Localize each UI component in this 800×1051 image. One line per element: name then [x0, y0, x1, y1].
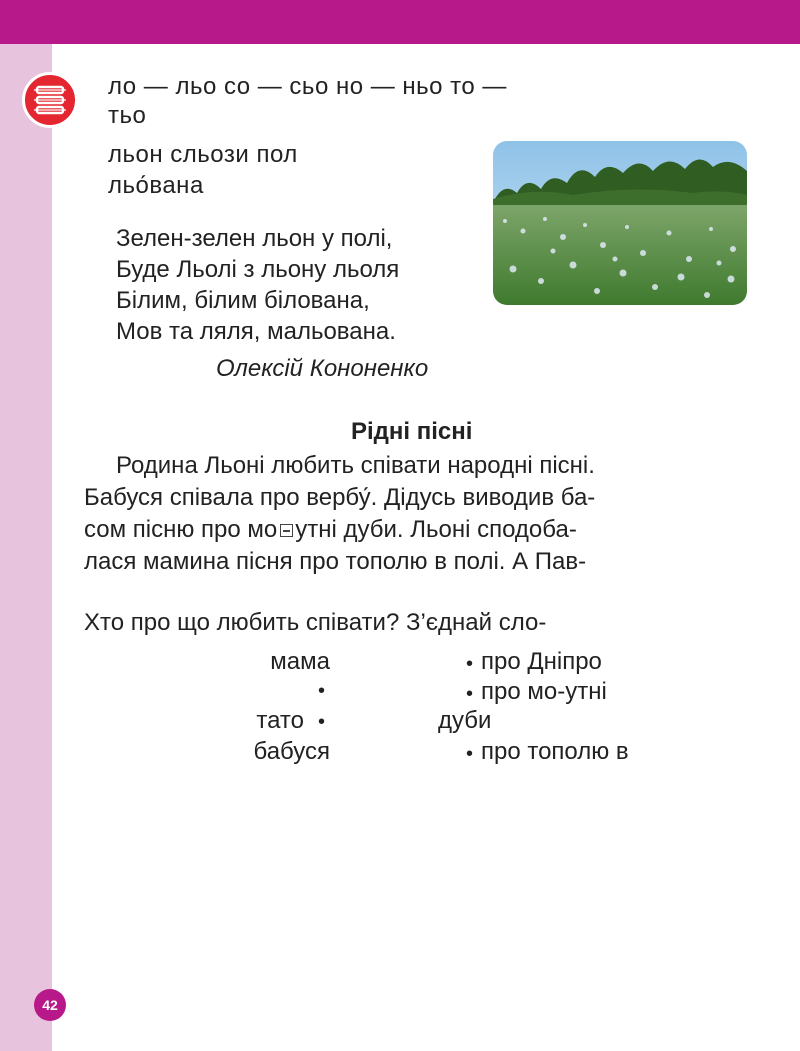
match-left-1: мама [270, 648, 330, 675]
match-right-2: про мо-утні [481, 678, 607, 705]
story-line-4: лася мамина пісня про тополю в полі. А Пав- [84, 548, 587, 575]
match-dot-left-2[interactable]: • [318, 711, 326, 733]
match-left-3: бабуся [253, 738, 330, 765]
story-line-3: сом пісню про мо утні дуби. Льоні сподоба- [84, 516, 577, 543]
words-line-2: льо́вана [108, 172, 204, 199]
task-question: Хто про що любить співати? З’єднай сло- [84, 609, 547, 636]
match-dot-right-1[interactable]: • [466, 653, 474, 675]
flax-field-photo [493, 141, 747, 305]
left-margin-strip [0, 44, 52, 1051]
match-dot-right-3[interactable]: • [466, 743, 474, 765]
match-dot-right-2[interactable]: • [466, 683, 474, 705]
story-title: Рідні пісні [351, 418, 473, 445]
syllables-line-2: тьо [108, 102, 147, 129]
match-right-1: про Дніпро [481, 648, 602, 675]
poem-line-2: Буде Льолі з льону льоля [116, 256, 400, 283]
match-right-3: про тополю в [481, 738, 629, 765]
match-left-2: тато [256, 707, 304, 734]
story-line-2: Бабуся співала про вербу́. Дідусь виводив ба- [84, 484, 596, 511]
poem-author: Олексій Кононенко [216, 355, 429, 382]
match-right-2-cont: дуби [438, 707, 492, 734]
syllables-line-1: ло — льо со — сьо но — ньо то — [108, 73, 507, 100]
poem-line-3: Білим, білим білована, [116, 287, 370, 314]
page-number: 42 [34, 989, 66, 1021]
books-icon [22, 72, 78, 128]
words-line-1: льон сльози пол [108, 141, 298, 168]
poem-line-4: Мов та ляля, мальована. [116, 318, 396, 345]
missing-letter-box [280, 524, 293, 537]
top-bar [0, 0, 800, 44]
story-line-1: Родина Льоні любить співати народні пісні. [116, 452, 595, 479]
match-dot-left-1[interactable]: • [318, 680, 326, 702]
poem-line-1: Зелен-зелен льон у полі, [116, 225, 393, 252]
